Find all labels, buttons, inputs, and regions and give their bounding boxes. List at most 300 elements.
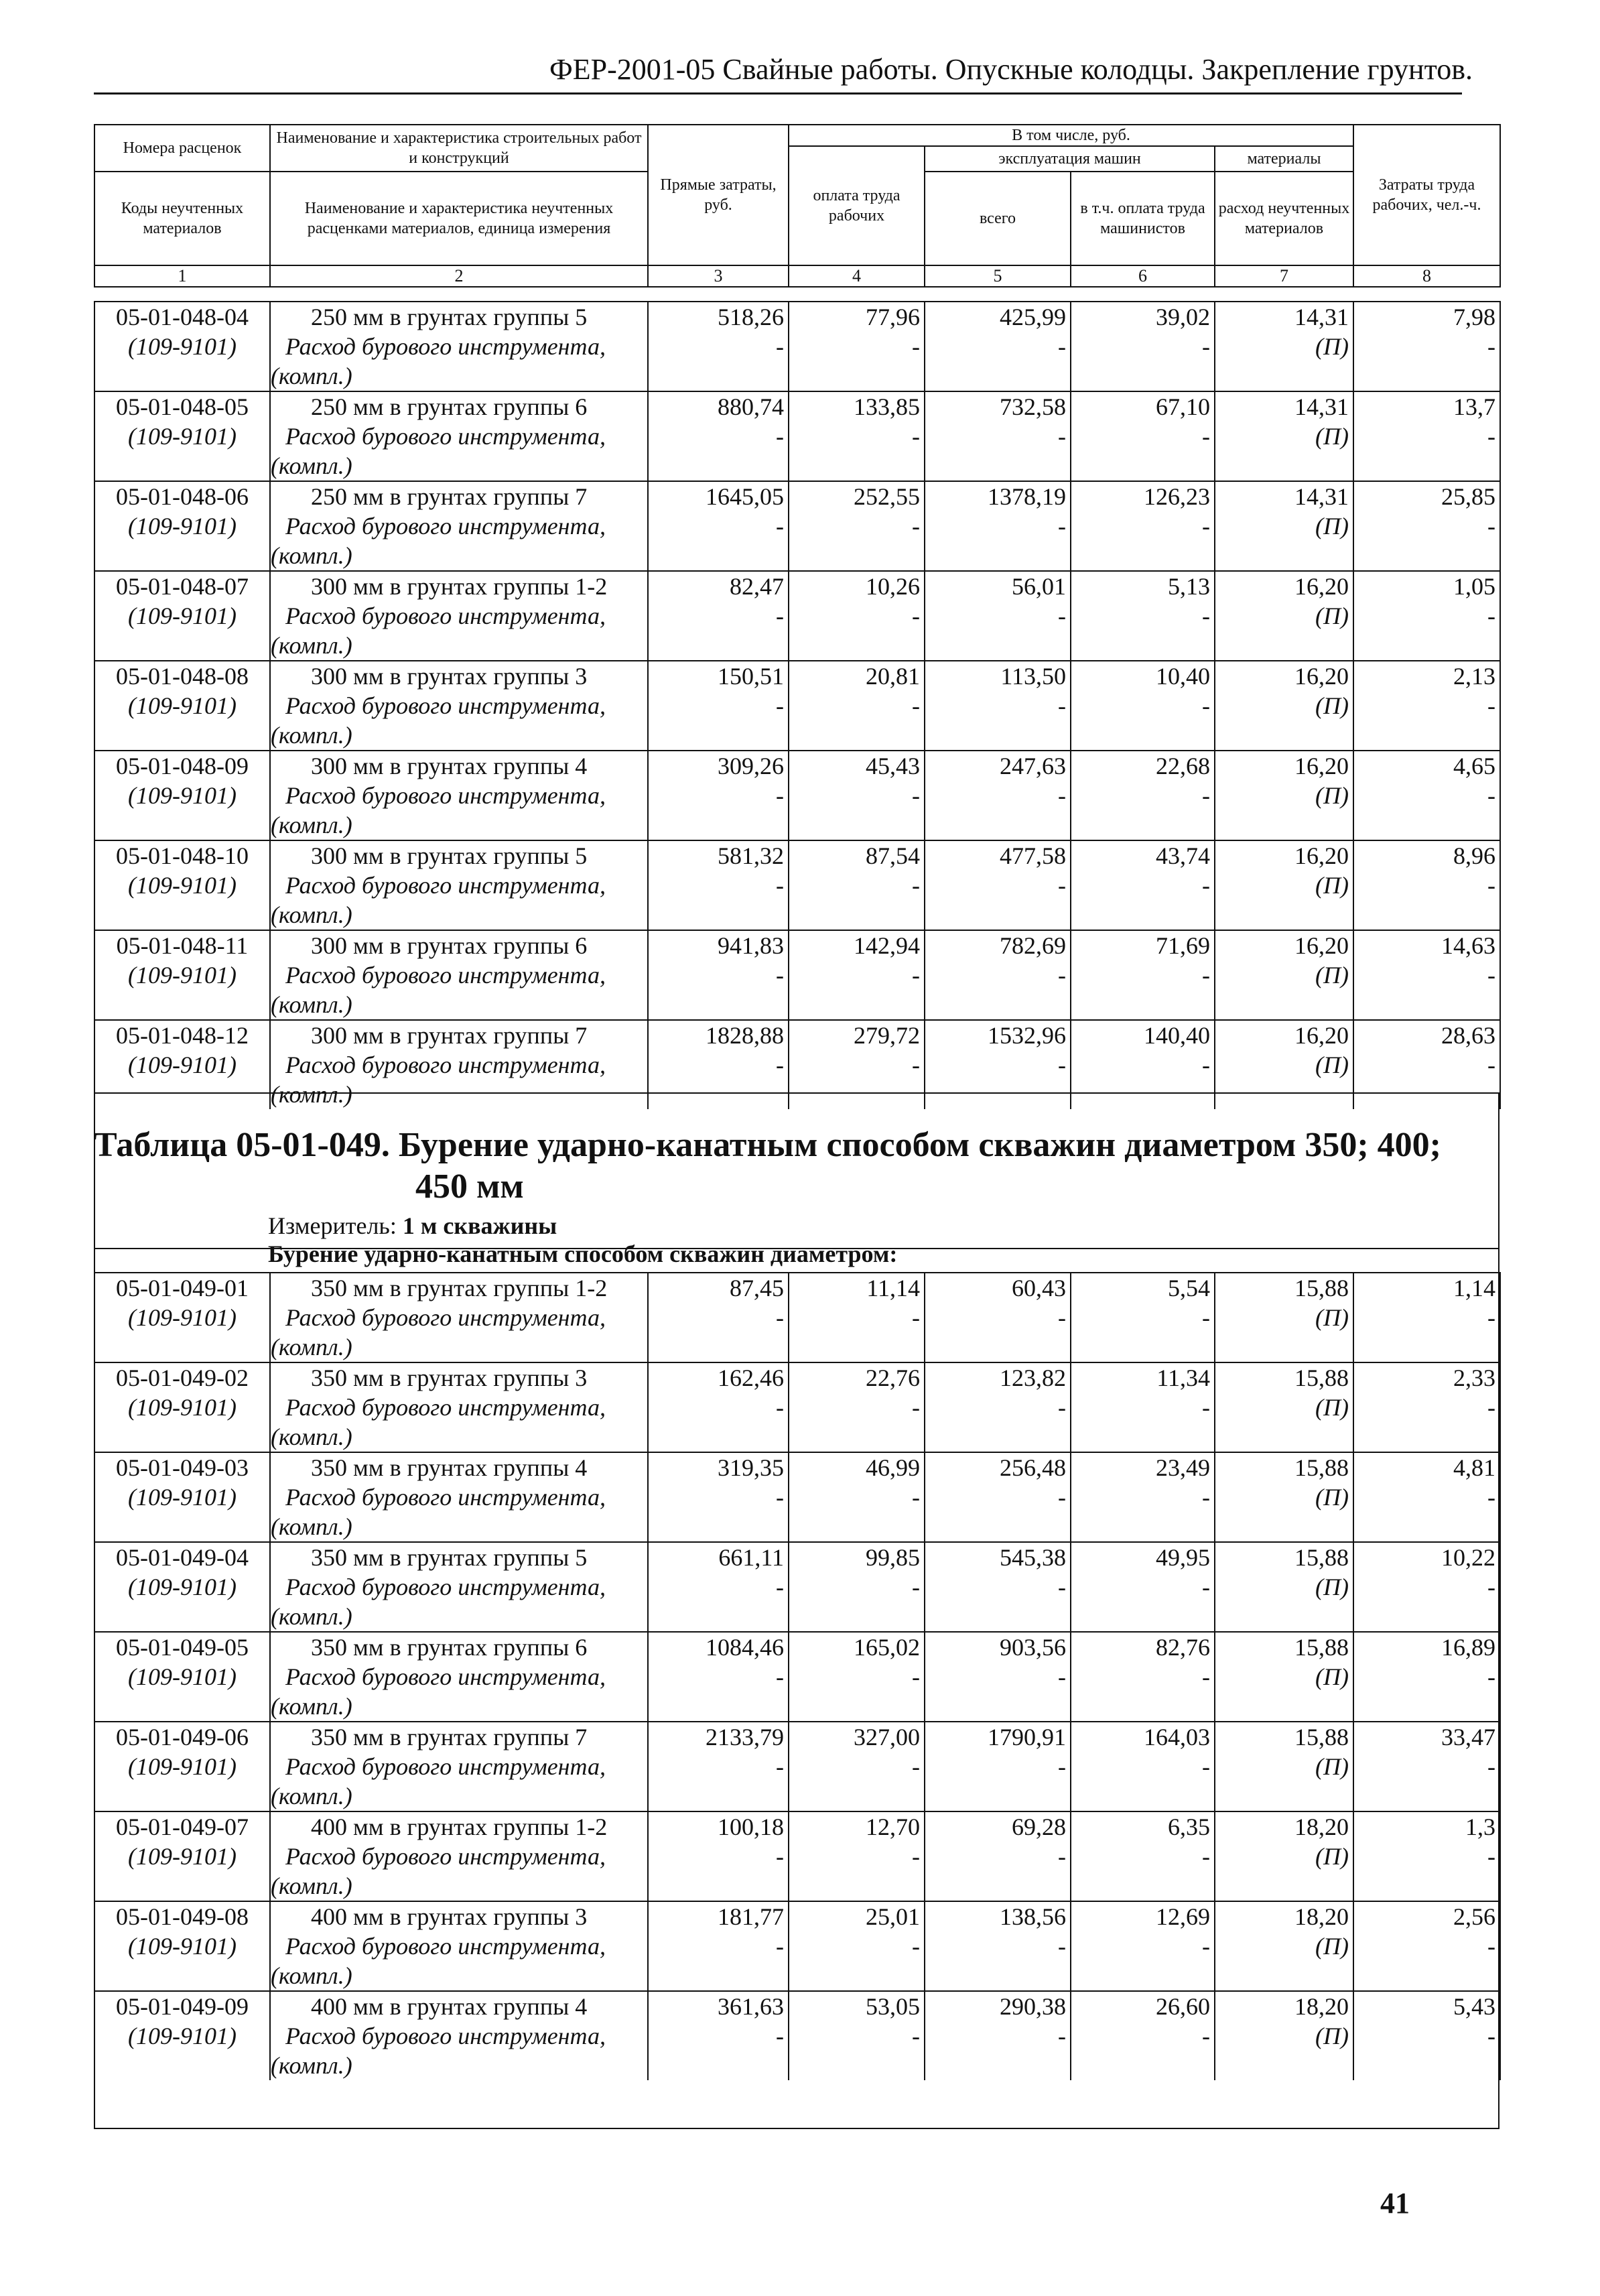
worker-pay: 46,99 [866, 1454, 920, 1481]
worker-pay-cell [789, 1542, 925, 1632]
rate-code-cell [94, 1722, 270, 1811]
dash: - [1058, 1843, 1066, 1870]
materials-cell [1215, 751, 1353, 840]
machine-total-cell [925, 1811, 1071, 1901]
labor: 2,56 [1453, 1903, 1495, 1930]
dash: - [1202, 1843, 1210, 1870]
worker-pay: 20,81 [866, 663, 920, 690]
dash: - [1487, 1304, 1495, 1331]
machinist-pay: 26,60 [1156, 1993, 1210, 2020]
labor: 4,81 [1453, 1454, 1495, 1481]
materials-cell [1215, 930, 1353, 1020]
material-unit: (компл.) [271, 1783, 352, 1809]
materials-cell [1215, 1542, 1353, 1632]
material-code: (109-9101) [128, 1304, 237, 1331]
dash: - [1487, 692, 1495, 719]
worker-pay-cell [789, 1452, 925, 1542]
material-unit: (компл.) [271, 1872, 352, 1899]
dash: - [1058, 423, 1066, 450]
machinist-pay-cell [1071, 751, 1215, 840]
direct-costs: 2133,79 [706, 1724, 784, 1750]
dash: - [1487, 333, 1495, 360]
dash: - [1202, 423, 1210, 450]
rate-code-cell [94, 930, 270, 1020]
dash: - [776, 962, 784, 988]
dash: - [912, 333, 920, 360]
dash: - [1058, 333, 1066, 360]
rate-code: 05-01-049-02 [116, 1364, 249, 1391]
rate-name: 300 мм в грунтах группы 7 [311, 1022, 588, 1049]
table-row [94, 1632, 1500, 1722]
header-machine-total: всего [925, 172, 1071, 265]
materials-cell [1215, 1722, 1353, 1811]
material-name: Расход бурового инструмента, [285, 333, 606, 360]
rate-code: 05-01-049-06 [116, 1724, 249, 1750]
rate-name-cell [270, 930, 648, 1020]
machine-total-cell [925, 840, 1071, 930]
direct-costs: 1828,88 [706, 1022, 784, 1049]
material-code: (109-9101) [128, 782, 237, 809]
worker-pay-cell [789, 1901, 925, 1991]
labor: 7,98 [1453, 304, 1495, 330]
machine-total-cell [925, 571, 1071, 661]
dash: - [1487, 2023, 1495, 2049]
rate-code-cell [94, 391, 270, 481]
material-name: Расход бурового инструмента, [285, 1304, 606, 1331]
machinist-pay-cell [1071, 391, 1215, 481]
labor: 14,63 [1441, 932, 1495, 959]
rate-code: 05-01-048-05 [116, 393, 249, 420]
worker-pay: 77,96 [866, 304, 920, 330]
material-name: Расход бурового инструмента, [285, 423, 606, 450]
dash: - [1058, 1933, 1066, 1960]
worker-pay-cell [789, 302, 925, 391]
material-usage: (П) [1315, 962, 1349, 988]
rate-name: 300 мм в грунтах группы 6 [311, 932, 588, 959]
direct-costs: 100,18 [718, 1813, 784, 1840]
rate-name-cell [270, 1273, 648, 1362]
header-worker-pay: оплата труда рабочих [789, 146, 925, 265]
rate-code-cell [94, 661, 270, 751]
direct-costs-cell [648, 1273, 789, 1362]
rate-code: 05-01-048-07 [116, 573, 249, 600]
materials: 16,20 [1294, 1022, 1349, 1049]
machinist-pay-cell [1071, 840, 1215, 930]
dash: - [912, 1484, 920, 1511]
materials: 18,20 [1294, 1813, 1349, 1840]
machine-total: 256,48 [1000, 1454, 1066, 1481]
materials: 15,88 [1294, 1544, 1349, 1571]
material-name: Расход бурового инструмента, [285, 1663, 606, 1690]
material-usage: (П) [1315, 423, 1349, 450]
dash: - [1487, 1663, 1495, 1690]
dash: - [1058, 1304, 1066, 1331]
table-row [94, 302, 1500, 391]
machinist-pay-cell [1071, 1811, 1215, 1901]
material-usage: (П) [1315, 1574, 1349, 1600]
dash: - [776, 1933, 784, 1960]
labor: 13,7 [1453, 393, 1495, 420]
labor: 1,05 [1453, 573, 1495, 600]
rate-name: 400 мм в грунтах группы 1-2 [311, 1813, 608, 1840]
rate-code: 05-01-049-03 [116, 1454, 249, 1481]
labor-cell [1353, 661, 1500, 751]
dash: - [1202, 872, 1210, 899]
running-header: ФЕР-2001-05 Свайные работы. Опускные колодцы. Закрепление грунтов. [549, 53, 1473, 86]
material-name: Расход бурового инструмента, [285, 1394, 606, 1421]
dash: - [1202, 1933, 1210, 1960]
material-code: (109-9101) [128, 2023, 237, 2049]
dash: - [776, 423, 784, 450]
worker-pay-cell [789, 391, 925, 481]
rate-name-cell [270, 1811, 648, 1901]
materials: 16,20 [1294, 573, 1349, 600]
rate-code: 05-01-048-06 [116, 483, 249, 510]
rate-code: 05-01-048-11 [116, 932, 249, 959]
dash: - [912, 1051, 920, 1078]
machine-total: 1378,19 [988, 483, 1066, 510]
labor: 2,13 [1453, 663, 1495, 690]
machine-total: 290,38 [1000, 1993, 1066, 2020]
rate-code-cell [94, 1991, 270, 2080]
machine-total-cell [925, 661, 1071, 751]
dash: - [776, 782, 784, 809]
rate-name: 350 мм в грунтах группы 1-2 [311, 1275, 608, 1301]
material-usage: (П) [1315, 1843, 1349, 1870]
materials: 16,20 [1294, 663, 1349, 690]
labor-cell [1353, 1901, 1500, 1991]
header-machine-operation: эксплуатация машин [925, 146, 1215, 172]
material-name: Расход бурового инструмента, [285, 962, 606, 988]
dash: - [1487, 1933, 1495, 1960]
machinist-pay-cell [1071, 1901, 1215, 1991]
material-usage: (П) [1315, 1304, 1349, 1331]
material-name: Расход бурового инструмента, [285, 2023, 606, 2049]
rate-name-cell [270, 1020, 648, 1109]
worker-pay-cell [789, 1362, 925, 1452]
labor-cell [1353, 930, 1500, 1020]
table-row [94, 1811, 1500, 1901]
labor-cell [1353, 1811, 1500, 1901]
direct-costs: 309,26 [718, 753, 784, 779]
machinist-pay: 5,54 [1168, 1275, 1210, 1301]
rate-name: 350 мм в грунтах группы 5 [311, 1544, 588, 1571]
rate-code-cell [94, 840, 270, 930]
worker-pay: 53,05 [866, 1993, 920, 2020]
dash: - [1202, 1574, 1210, 1600]
machine-total-cell [925, 1362, 1071, 1452]
rate-code: 05-01-049-09 [116, 1993, 249, 2020]
header-rate-name: Наименование и характеристика строительных работ и конструкций [270, 125, 648, 172]
worker-pay-cell [789, 840, 925, 930]
direct-costs: 361,63 [718, 1993, 784, 2020]
material-name: Расход бурового инструмента, [285, 1933, 606, 1960]
dash: - [776, 602, 784, 629]
labor: 1,14 [1453, 1275, 1495, 1301]
machinist-pay-cell [1071, 1452, 1215, 1542]
machinist-pay-cell [1071, 302, 1215, 391]
column-number: 2 [270, 265, 648, 287]
direct-costs: 319,35 [718, 1454, 784, 1481]
table-row [94, 571, 1500, 661]
labor: 28,63 [1441, 1022, 1495, 1049]
dash: - [1058, 1484, 1066, 1511]
rate-code: 05-01-049-05 [116, 1634, 249, 1661]
material-unit: (компл.) [271, 363, 352, 389]
direct-costs-cell [648, 661, 789, 751]
table-row [94, 1362, 1500, 1452]
dash: - [1202, 1051, 1210, 1078]
dash: - [912, 602, 920, 629]
direct-costs-cell [648, 1542, 789, 1632]
dash: - [912, 513, 920, 539]
rate-code: 05-01-049-08 [116, 1903, 249, 1930]
materials: 14,31 [1294, 393, 1349, 420]
table-048-bottom-line [94, 1092, 1499, 1094]
machinist-pay: 6,35 [1168, 1813, 1210, 1840]
materials: 16,20 [1294, 753, 1349, 779]
labor-cell [1353, 1362, 1500, 1452]
machine-total: 123,82 [1000, 1364, 1066, 1391]
labor-cell [1353, 840, 1500, 930]
table-row [94, 1901, 1500, 1991]
material-usage: (П) [1315, 872, 1349, 899]
worker-pay: 25,01 [866, 1903, 920, 1930]
dash: - [1487, 1843, 1495, 1870]
worker-pay-cell [789, 1020, 925, 1109]
rate-code-cell [94, 1020, 270, 1109]
material-code: (109-9101) [128, 602, 237, 629]
worker-pay-cell [789, 1722, 925, 1811]
dash: - [1058, 692, 1066, 719]
dash: - [1202, 1663, 1210, 1690]
dash: - [1487, 1574, 1495, 1600]
table-row [94, 751, 1500, 840]
labor: 10,22 [1441, 1544, 1495, 1571]
materials: 15,88 [1294, 1275, 1349, 1301]
dash: - [1202, 692, 1210, 719]
dash: - [1487, 782, 1495, 809]
header-machinist-pay: в т.ч. оплата труда машинистов [1071, 172, 1215, 265]
table-row [94, 1542, 1500, 1632]
machine-total: 732,58 [1000, 393, 1066, 420]
machinist-pay: 5,13 [1168, 573, 1210, 600]
material-usage: (П) [1315, 333, 1349, 360]
dash: - [776, 1574, 784, 1600]
machinist-pay: 49,95 [1156, 1544, 1210, 1571]
material-usage: (П) [1315, 782, 1349, 809]
table-row [94, 1991, 1500, 2080]
direct-costs-cell [648, 1901, 789, 1991]
dash: - [1058, 872, 1066, 899]
worker-pay-cell [789, 930, 925, 1020]
worker-pay-cell [789, 751, 925, 840]
dash: - [912, 782, 920, 809]
dash: - [1202, 333, 1210, 360]
worker-pay: 22,76 [866, 1364, 920, 1391]
rates-table-048 [94, 301, 1501, 1109]
rate-name-cell [270, 1452, 648, 1542]
material-usage: (П) [1315, 1663, 1349, 1690]
machine-total-cell [925, 1991, 1071, 2080]
machine-total: 60,43 [1012, 1275, 1066, 1301]
machinist-pay-cell [1071, 1362, 1215, 1452]
material-name: Расход бурового инструмента, [285, 1574, 606, 1600]
measure-value: 1 м скважины [402, 1212, 557, 1239]
labor-cell [1353, 391, 1500, 481]
machinist-pay: 140,40 [1144, 1022, 1210, 1049]
column-number: 8 [1353, 265, 1500, 287]
material-usage: (П) [1315, 692, 1349, 719]
measure-label [268, 1212, 557, 1240]
rate-name: 300 мм в грунтах группы 3 [311, 663, 588, 690]
machinist-pay: 39,02 [1156, 304, 1210, 330]
machine-total-cell [925, 1722, 1071, 1811]
rate-code-cell [94, 1452, 270, 1542]
rate-name: 300 мм в грунтах группы 1-2 [311, 573, 608, 600]
material-code: (109-9101) [128, 1663, 237, 1690]
dash: - [912, 1753, 920, 1780]
rate-name-cell [270, 481, 648, 571]
material-code: (109-9101) [128, 1753, 237, 1780]
machinist-pay-cell [1071, 661, 1215, 751]
direct-costs: 581,32 [718, 842, 784, 869]
machine-total-cell [925, 1273, 1071, 1362]
direct-costs-cell [648, 1991, 789, 2080]
direct-costs-cell [648, 1632, 789, 1722]
dash: - [1058, 513, 1066, 539]
rate-name: 300 мм в грунтах группы 4 [311, 753, 588, 779]
rate-name-cell [270, 661, 648, 751]
material-code: (109-9101) [128, 1484, 237, 1511]
rate-name: 350 мм в грунтах группы 4 [311, 1454, 588, 1481]
dash: - [1202, 2023, 1210, 2049]
material-name: Расход бурового инструмента, [285, 513, 606, 539]
direct-costs-cell [648, 1020, 789, 1109]
table-title-line2: 450 мм [415, 1167, 524, 1206]
machinist-pay: 10,40 [1156, 663, 1210, 690]
direct-costs-cell [648, 930, 789, 1020]
machinist-pay: 23,49 [1156, 1454, 1210, 1481]
rate-code-cell [94, 1273, 270, 1362]
dash: - [912, 1663, 920, 1690]
rates-table-049 [94, 1272, 1501, 2080]
dash: - [1202, 513, 1210, 539]
column-header-table [94, 124, 1501, 288]
dash: - [912, 1394, 920, 1421]
dash: - [1487, 872, 1495, 899]
labor: 4,65 [1453, 753, 1495, 779]
material-unit: (компл.) [271, 632, 352, 659]
machine-total: 782,69 [1000, 932, 1066, 959]
direct-costs: 941,83 [718, 932, 784, 959]
column-number: 3 [648, 265, 789, 287]
material-name: Расход бурового инструмента, [285, 1051, 606, 1078]
material-code: (109-9101) [128, 1843, 237, 1870]
machine-total: 903,56 [1000, 1634, 1066, 1661]
materials: 14,31 [1294, 304, 1349, 330]
material-name: Расход бурового инструмента, [285, 1843, 606, 1870]
dash: - [1058, 962, 1066, 988]
material-code: (109-9101) [128, 423, 237, 450]
worker-pay-cell [789, 1811, 925, 1901]
rate-code-cell [94, 1811, 270, 1901]
labor-cell [1353, 1632, 1500, 1722]
machine-total: 69,28 [1012, 1813, 1066, 1840]
dash: - [912, 1933, 920, 1960]
machinist-pay: 164,03 [1144, 1724, 1210, 1750]
rate-name: 400 мм в грунтах группы 4 [311, 1993, 588, 2020]
rate-name-cell [270, 1632, 648, 1722]
direct-costs-cell [648, 1452, 789, 1542]
direct-costs: 87,45 [730, 1275, 784, 1301]
worker-pay: 12,70 [866, 1813, 920, 1840]
materials-cell [1215, 302, 1353, 391]
direct-costs-cell [648, 571, 789, 661]
dash: - [1202, 1394, 1210, 1421]
dash: - [912, 2023, 920, 2049]
machinist-pay: 43,74 [1156, 842, 1210, 869]
machinist-pay: 22,68 [1156, 753, 1210, 779]
material-code: (109-9101) [128, 1933, 237, 1960]
table-row [94, 481, 1500, 571]
materials-cell [1215, 1811, 1353, 1901]
dash: - [912, 962, 920, 988]
machinist-pay-cell [1071, 1722, 1215, 1811]
dash: - [1058, 602, 1066, 629]
machine-total: 1790,91 [988, 1724, 1066, 1750]
machinist-pay: 126,23 [1144, 483, 1210, 510]
dash: - [776, 1394, 784, 1421]
labor: 1,3 [1465, 1813, 1495, 1840]
materials-cell [1215, 481, 1353, 571]
dash: - [1202, 1304, 1210, 1331]
table-row [94, 1020, 1500, 1109]
machinist-pay-cell [1071, 1020, 1215, 1109]
direct-costs: 518,26 [718, 304, 784, 330]
rate-code: 05-01-048-04 [116, 304, 249, 330]
labor-cell [1353, 571, 1500, 661]
section-top-line [94, 1248, 1499, 1249]
material-usage: (П) [1315, 1484, 1349, 1511]
worker-pay: 327,00 [854, 1724, 920, 1750]
direct-costs: 162,46 [718, 1364, 784, 1391]
machine-total-cell [925, 481, 1071, 571]
header-rate-number: Номера расценок [94, 125, 270, 172]
dash: - [776, 2023, 784, 2049]
rate-code-cell [94, 1632, 270, 1722]
dash: - [776, 1663, 784, 1690]
rate-name: 300 мм в грунтах группы 5 [311, 842, 588, 869]
materials-cell [1215, 1362, 1353, 1452]
worker-pay: 87,54 [866, 842, 920, 869]
rate-code: 05-01-048-10 [116, 842, 249, 869]
material-code: (109-9101) [128, 872, 237, 899]
dash: - [776, 333, 784, 360]
rate-name: 350 мм в грунтах группы 7 [311, 1724, 588, 1750]
labor-cell [1353, 1542, 1500, 1632]
labor-cell [1353, 302, 1500, 391]
worker-pay-cell [789, 661, 925, 751]
direct-costs-cell [648, 1722, 789, 1811]
rate-code-cell [94, 481, 270, 571]
direct-costs-cell [648, 481, 789, 571]
worker-pay: 252,55 [854, 483, 920, 510]
materials: 18,20 [1294, 1903, 1349, 1930]
machinist-pay-cell [1071, 930, 1215, 1020]
dash: - [776, 1753, 784, 1780]
worker-pay-cell [789, 481, 925, 571]
